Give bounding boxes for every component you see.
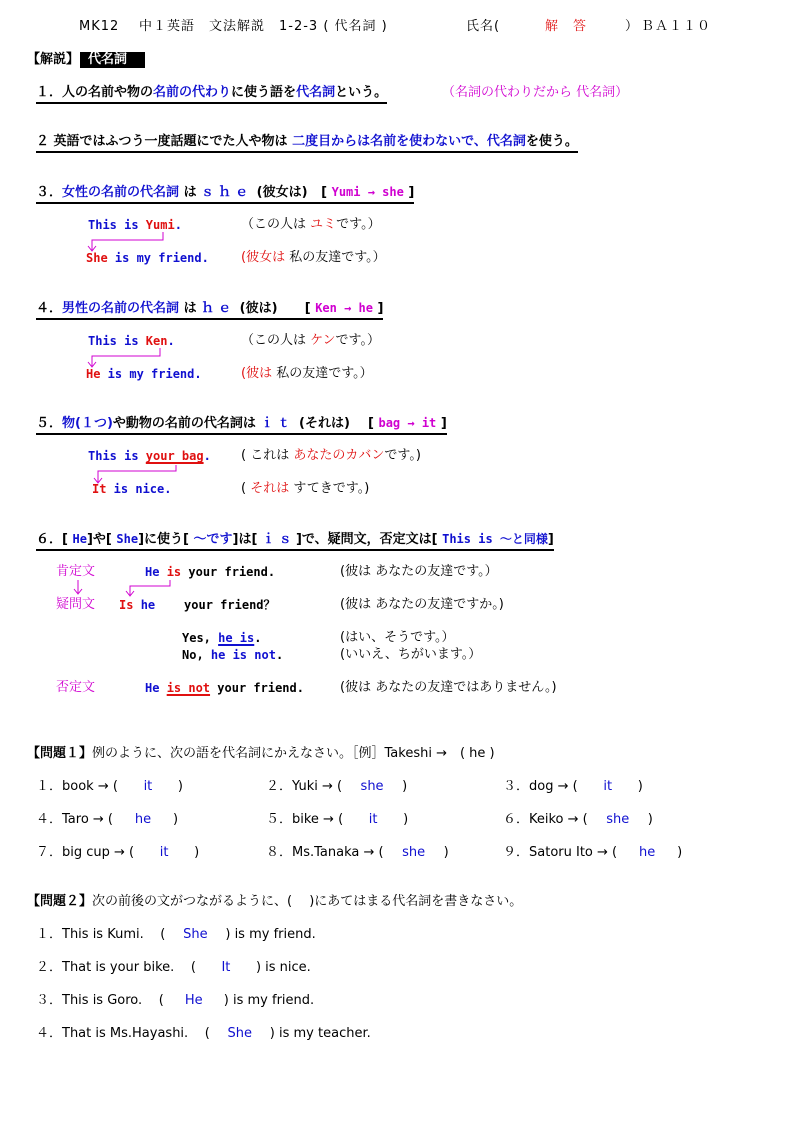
problem-2-title: 【問題２】 — [27, 894, 93, 909]
s3-ja1-name: ユミ — [310, 217, 337, 232]
s4-ja2-rest: 私の友達です。） — [276, 366, 373, 381]
rule-6-is: ｉｓ — [261, 532, 296, 547]
rule-4-bracket-open: [ — [304, 301, 311, 316]
s3-ex1-a: This is — [88, 218, 146, 232]
rule-6-she: She — [116, 532, 139, 546]
question-ja: (彼は あなたの友達ですか。) — [340, 597, 504, 612]
rule-2-text-c: を使う。 — [525, 134, 578, 149]
aff-verb: is — [166, 565, 182, 579]
s3-ja1-a: （この人は — [241, 217, 307, 232]
negative-sentence — [145, 680, 304, 696]
s3-ja2-pronoun: (彼女は — [241, 250, 286, 265]
no-word: No, — [182, 648, 211, 662]
p1-answer-8: she — [402, 845, 426, 860]
s5-ja2-pronoun: それは — [250, 481, 290, 496]
p1-answer-3: it — [603, 779, 613, 794]
s5-example-2 — [92, 481, 171, 497]
q-rest: your friend？ — [184, 598, 276, 612]
s4-example-2 — [86, 366, 202, 382]
rule-1-number: １． — [36, 85, 63, 100]
p2-item-1: １．This is Kumi. ( She ) is my friend. — [36, 927, 316, 942]
answer-key-label: 解 答 — [545, 19, 588, 34]
rule-4-keyword: 男性の名前の代名詞 — [62, 301, 180, 316]
p2-answer-1: She — [183, 927, 208, 942]
worksheet-title: 中１英語 文法解説 1-2-3 ( 代名詞 ) — [139, 19, 388, 34]
neg-verb: is not — [166, 681, 211, 695]
rule-3-number: ３． — [36, 185, 63, 200]
rule-6-bracket-1: [ — [62, 532, 68, 547]
p2-answer-3: He — [184, 993, 203, 1008]
rule-3-bracket-open: [ — [321, 185, 328, 200]
rule-5-heading — [36, 415, 447, 435]
s5-ex1-a: This is — [88, 449, 146, 463]
affirmative-label: 肯定文 — [56, 564, 96, 579]
p2-item-4: ４．That is Ms.Hayashi. ( She ) is my teacher. — [36, 1026, 371, 1041]
rule-6-desu: ～です — [193, 532, 233, 547]
negative-label: 否定文 — [56, 680, 96, 695]
no-period: . — [275, 648, 284, 662]
p2-item-3: ３．This is Goro. ( He ) is my friend. — [36, 993, 315, 1008]
p1-answer-7: it — [159, 845, 169, 860]
aff-rest: your friend. — [188, 565, 276, 579]
affirmative-to-question-arrow — [72, 580, 92, 598]
s4-example-1 — [88, 333, 175, 349]
question-label: 疑問文 — [56, 597, 96, 612]
s4-ex2-rest: is my friend. — [100, 367, 202, 381]
rule-4-number: ４． — [36, 301, 63, 316]
s5-ja2-open: ( — [241, 481, 247, 496]
q-subject: he — [140, 598, 156, 612]
p1-answer-5: it — [368, 812, 378, 827]
p1-item-3: ３．dog → ( it ) — [503, 779, 643, 794]
s5-ja1-c: です。) — [384, 448, 421, 463]
rule-6-bracket-close: ] — [547, 532, 554, 547]
p2-item-2: ２．That is your bike. ( It ) is nice. — [36, 960, 311, 975]
p1-item-5: ５．bike → ( it ) — [266, 812, 409, 827]
explanation-label: 【解説】 — [27, 52, 80, 67]
neg-rest: your friend. — [217, 681, 304, 695]
s4-ex1-period: . — [167, 334, 175, 348]
rule-6-heading — [36, 531, 554, 551]
p1-answer-2: she — [360, 779, 384, 794]
p1-item-7: ７．big cup → ( it ) — [36, 845, 200, 860]
affirmative-ja: (彼は あなたの友達です。） — [340, 564, 498, 579]
aff-subject: He — [145, 565, 160, 579]
p1-item-4: ４．Taro → ( he ) — [36, 812, 179, 827]
p1-answer-9: he — [638, 845, 656, 860]
rule-1-term: 代名詞 — [296, 85, 336, 100]
p1-item-6: ６．Keiko → ( she ) — [503, 812, 653, 827]
s5-ja1-a: ( これは — [241, 448, 290, 463]
s5-ja-2 — [241, 481, 369, 497]
s3-ex2-rest: is my friend. — [107, 251, 209, 265]
rule-5-bracket-open: [ — [368, 416, 374, 431]
s3-example-1 — [88, 217, 182, 233]
s5-example-1 — [88, 448, 211, 464]
yes-word: Yes, — [182, 631, 219, 645]
rule-6-number: ６． — [36, 532, 63, 547]
s5-ex2-pronoun: It — [92, 482, 107, 496]
rule-6-same-rule: This is ～と同様 — [442, 532, 548, 546]
rule-4-heading — [36, 300, 383, 320]
yes-answer — [182, 630, 261, 646]
rule-1 — [36, 85, 387, 104]
s4-ja-1 — [241, 333, 380, 349]
yes-period: . — [254, 631, 262, 645]
rule-6-text-2: ]に使う[ — [138, 532, 189, 547]
rule-3-bracket-close: ] — [408, 185, 415, 200]
rule-1-note: （名詞の代わりだから 代名詞） — [442, 85, 629, 100]
no-he-is-not: he is not — [210, 648, 276, 662]
s4-ja2-pronoun: (彼は — [241, 366, 273, 381]
rule-3-keyword: 女性の名前の代名詞 — [62, 185, 180, 200]
affirmative-sentence — [145, 564, 275, 580]
rule-5-example: bag → it — [378, 416, 437, 430]
rule-6-text-1: ]や[ — [86, 532, 112, 547]
s4-ex1-a: This is — [88, 334, 146, 348]
rule-2-text-a: 英語ではふつう一度話題にでた人や物は — [53, 134, 288, 149]
problem-1-header — [27, 746, 495, 762]
rule-5-bracket-close: ] — [440, 416, 447, 431]
rule-1-text-a: 人の名前や物の — [62, 85, 154, 100]
worksheet-code: MK12 — [79, 19, 120, 34]
rule-5-pronoun: ｉｔ — [260, 416, 295, 431]
rule-2-number: ２ — [36, 134, 50, 149]
problem-2-header — [27, 894, 522, 910]
s4-ja-2 — [241, 366, 373, 382]
s3-ja-1 — [241, 217, 381, 233]
question-sentence — [119, 597, 276, 613]
rule-4-pronoun: ｈｅ — [201, 301, 236, 316]
s4-ex1-name: Ken — [145, 334, 168, 348]
rule-3-particle: は — [183, 185, 197, 200]
rule-6-text-4: ]で、疑問文，否定文は[ — [295, 532, 438, 547]
q-verb: Is — [119, 598, 134, 612]
s3-ex1-period: . — [174, 218, 182, 232]
rule-3-heading — [36, 184, 414, 204]
s3-example-2 — [86, 250, 209, 266]
rule-5-number: ５． — [36, 416, 63, 431]
s3-ja-2 — [241, 250, 386, 266]
class-code: ＢＡ１１０ — [641, 19, 712, 34]
s5-ex1-period: . — [203, 449, 211, 463]
topic-badge: 代名詞 — [80, 52, 145, 68]
rule-6-he: He — [72, 532, 87, 546]
s3-ex1-name: Yumi — [145, 218, 175, 232]
s4-ja1-name: ケン — [310, 333, 336, 348]
p2-answer-4: She — [227, 1026, 253, 1041]
rule-1-keyword: 名前の代わり — [153, 85, 232, 100]
p1-answer-1: it — [143, 779, 153, 794]
rule-3-example: Yumi → she — [331, 185, 404, 199]
rule-4-meaning: (彼は) — [239, 301, 278, 316]
s3-ex2-pronoun: She — [86, 251, 108, 265]
rule-4-particle: は — [183, 301, 197, 316]
p2-answer-2: It — [221, 960, 231, 975]
yes-ja: (はい、そうです。） — [340, 630, 455, 645]
s4-ja1-a: （この人は — [241, 333, 307, 348]
rule-1-text-c: に使う語を — [231, 85, 297, 100]
rule-5-text: や動物の名前の代名詞は — [112, 416, 256, 431]
rule-5-meaning: (それは) — [299, 416, 350, 431]
negative-ja: (彼は あなたの友達ではありません。) — [340, 680, 557, 695]
p1-item-8: ８．Ms.Tanaka → ( she ) — [266, 845, 449, 860]
rule-6-text-3: ]は[ — [232, 532, 258, 547]
yes-he-is: he is — [218, 631, 255, 645]
rule-2-keyword: 二度目からは名前を使わないで、代名詞 — [292, 134, 526, 149]
no-ja: (いいえ、ちがいます。） — [340, 647, 482, 662]
s4-ja1-c: です。） — [335, 333, 380, 348]
rule-4-example: Ken → he — [315, 301, 373, 315]
s5-ja2-rest: すてきです。) — [293, 481, 370, 496]
s3-ja1-c: です。） — [336, 217, 381, 232]
rule-5-keyword: 物(１つ) — [62, 416, 113, 431]
rule-1-text-e: という。 — [335, 85, 388, 100]
problem-1-title: 【問題１】 — [27, 746, 93, 761]
s4-ex2-pronoun: He — [86, 367, 101, 381]
s3-ja2-rest: 私の友達です。） — [289, 250, 386, 265]
neg-subject: He — [145, 681, 160, 695]
rule-3-pronoun: ｓｈｅ — [201, 185, 253, 200]
rule-2 — [36, 134, 578, 153]
no-answer — [182, 647, 283, 663]
s5-ex2-rest: is nice. — [106, 482, 172, 496]
problem-2-instruction: 次の前後の文がつながるように、( )にあてはまる代名詞を書きなさい。 — [92, 894, 523, 909]
p1-answer-4: he — [134, 812, 152, 827]
s5-ja-1 — [241, 448, 421, 464]
rule-4-bracket-close: ] — [377, 301, 384, 316]
problem-1-instruction: 例のように、次の語を代名詞にかえなさい。［例］Takeshi → ( he ) — [92, 746, 495, 761]
p1-item-2: ２．Yuki → ( she ) — [266, 779, 408, 794]
p1-answer-6: she — [606, 812, 630, 827]
p1-item-1: １．book → ( it ) — [36, 779, 183, 794]
rule-3-meaning: (彼女は) — [256, 185, 308, 200]
s5-ex1-noun: your bag — [145, 449, 204, 463]
name-label: 氏名( — [466, 19, 501, 34]
s5-ja1-noun: あなたのカバン — [293, 448, 385, 463]
p1-item-9: ９．Satoru Ito → ( he ) — [503, 845, 683, 860]
name-close: ） — [625, 19, 640, 34]
